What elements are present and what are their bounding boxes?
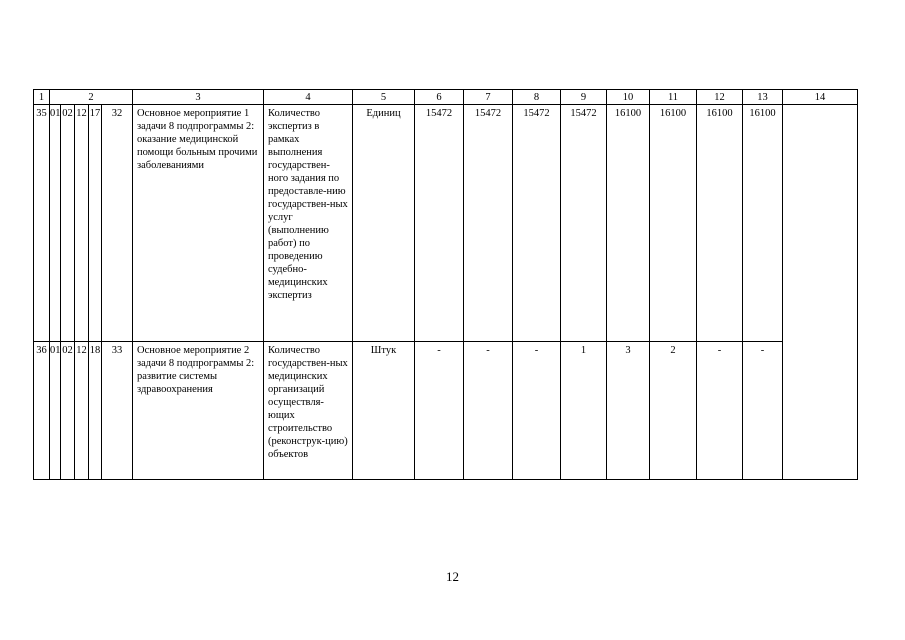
code-cell: 02 [61, 105, 75, 342]
value-cell: 16100 [697, 105, 743, 342]
code-cell: 01 [50, 342, 61, 480]
row-number: 35 [34, 105, 50, 342]
program-table [33, 89, 858, 480]
value-cell: 16100 [743, 105, 783, 342]
code-cell: 33 [102, 342, 133, 480]
header-cell-2: 2 [50, 90, 133, 105]
indicator-name: Количество государствен-ных медицинских организаций осуществля-ющих строительство (реконструк-цию) объектов [264, 342, 353, 480]
header-cell-1: 1 [34, 90, 50, 105]
code-cell: 18 [89, 342, 102, 480]
value-cell: 15472 [464, 105, 513, 342]
header-cell-13: 13 [743, 90, 783, 105]
header-cell-4: 4 [264, 90, 353, 105]
unit-cell: Штук [353, 342, 415, 480]
header-cell-12: 12 [697, 90, 743, 105]
value-cell: 1 [561, 342, 607, 480]
value-cell: - [513, 342, 561, 480]
header-cell-10: 10 [607, 90, 650, 105]
header-cell-6: 6 [415, 90, 464, 105]
value-cell: - [464, 342, 513, 480]
value-cell: - [415, 342, 464, 480]
header-cell-11: 11 [650, 90, 697, 105]
code-cell: 17 [89, 105, 102, 342]
page-number: 12 [446, 569, 459, 584]
table-row [34, 342, 858, 480]
value-cell: 16100 [650, 105, 697, 342]
header-cell-8: 8 [513, 90, 561, 105]
value-cell: 15472 [561, 105, 607, 342]
measure-name: Основное мероприятие 2 задачи 8 подпрограммы 2: развитие системы здравоохранения [133, 342, 264, 480]
code-cell: 01 [50, 105, 61, 342]
header-cell-5: 5 [353, 90, 415, 105]
value-cell: 15472 [513, 105, 561, 342]
code-cell: 12 [75, 342, 89, 480]
code-cell: 32 [102, 105, 133, 342]
note-cell [783, 105, 858, 480]
header-cell-14: 14 [783, 90, 858, 105]
value-cell: 3 [607, 342, 650, 480]
value-cell: - [697, 342, 743, 480]
header-cell-7: 7 [464, 90, 513, 105]
indicator-name: Количество экспертиз в рамках выполнения государствен-ного задания по предоставле-нию государствен-ных услуг (выполнению работ) по проведению судебно-медицинских экспертиз [264, 105, 353, 342]
code-cell: 12 [75, 105, 89, 342]
code-cell: 02 [61, 342, 75, 480]
row-number: 36 [34, 342, 50, 480]
unit-cell: Единиц [353, 105, 415, 342]
table-header-row [34, 90, 858, 105]
header-cell-9: 9 [561, 90, 607, 105]
value-cell: - [743, 342, 783, 480]
value-cell: 2 [650, 342, 697, 480]
value-cell: 15472 [415, 105, 464, 342]
measure-name: Основное мероприятие 1 задачи 8 подпрограммы 2: оказание медицинской помощи больным прочими заболеваниями [133, 105, 264, 342]
header-cell-3: 3 [133, 90, 264, 105]
value-cell: 16100 [607, 105, 650, 342]
table-row [34, 105, 858, 342]
